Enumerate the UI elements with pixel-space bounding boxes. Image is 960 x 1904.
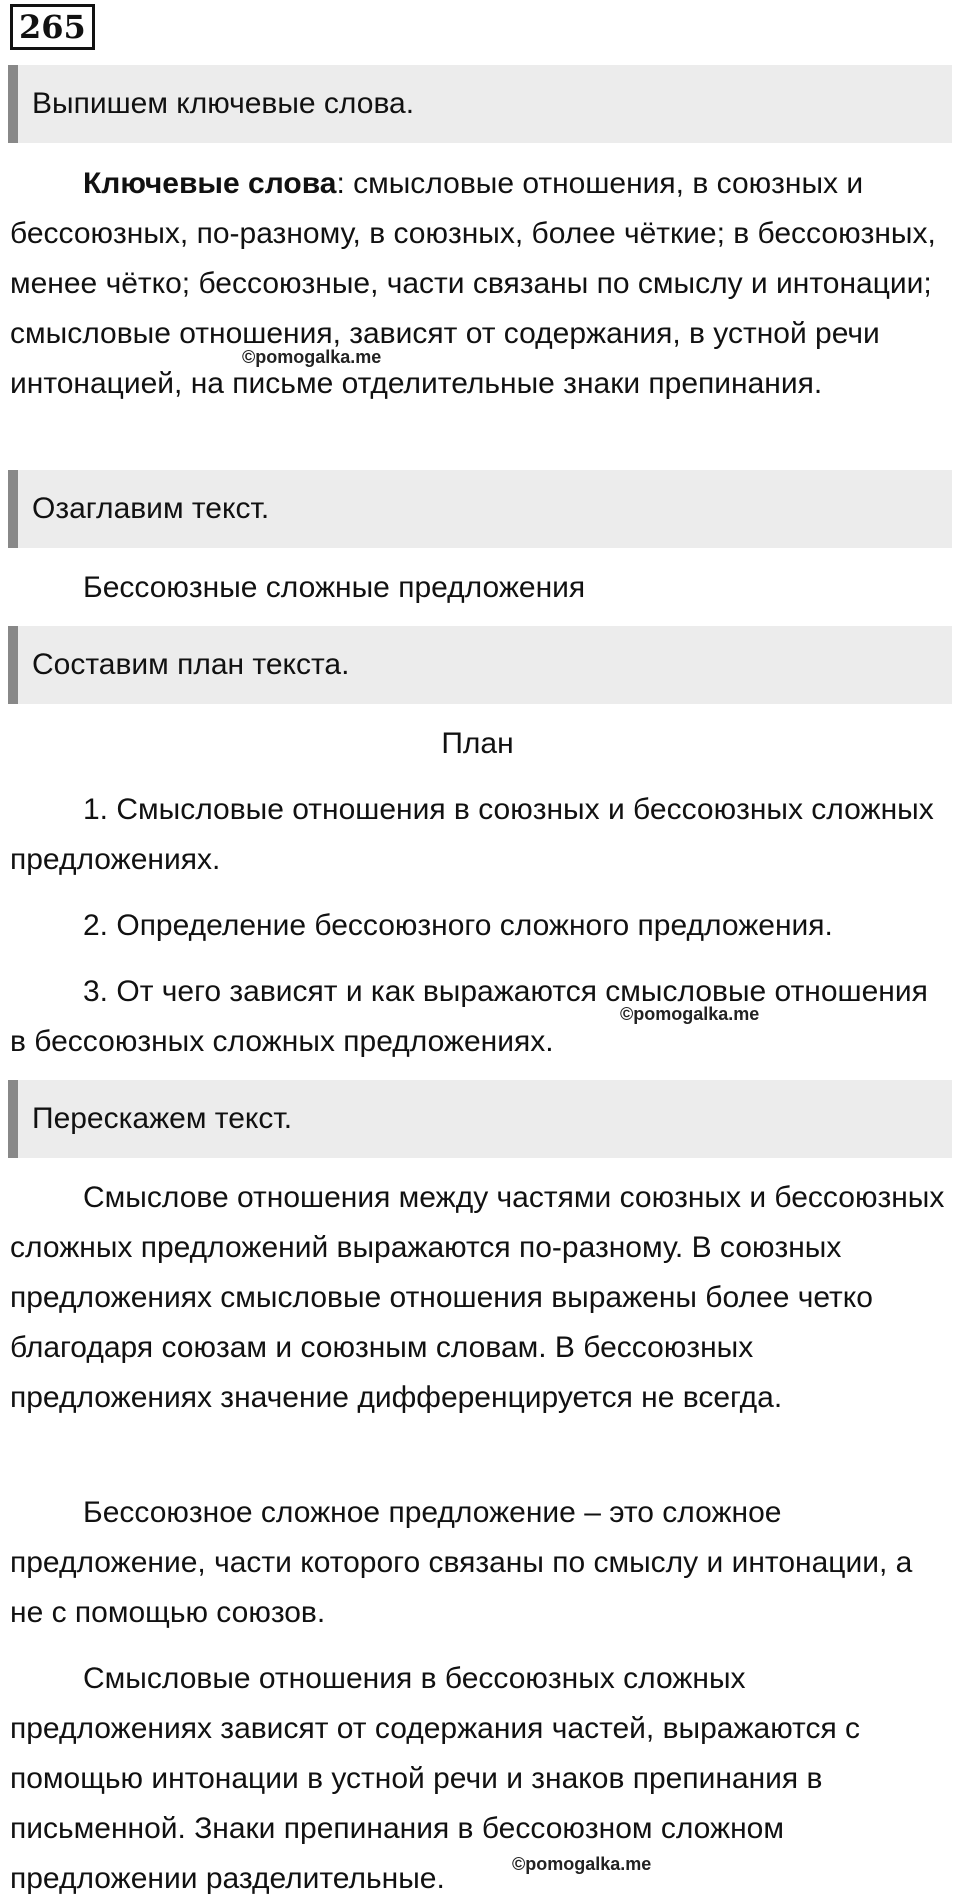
section-header-plan: Составим план текста. bbox=[8, 626, 952, 704]
section-header-keywords: Выпишем ключевые слова. bbox=[8, 65, 952, 143]
plan-item-2: 2. Определение бессоюзного сложного предложения. bbox=[83, 909, 833, 942]
watermark-3: ©pomogalka.me bbox=[512, 1854, 652, 1874]
section-header-title: Озаглавим текст. bbox=[8, 470, 952, 548]
task-number: 265 bbox=[10, 4, 95, 50]
watermark-1: ©pomogalka.me bbox=[242, 347, 382, 367]
plan-item-3: 3. От чего зависят и как выражаются смысловые отношения в бессоюзных сложных предложениях. bbox=[10, 975, 928, 1058]
keywords-paragraph bbox=[10, 159, 945, 409]
retell-paragraph-2: Бессоюзное сложное предложение – это сложное предложение, части которого связаны по смыслу и интонации, а не с помощью союзов. bbox=[10, 1496, 913, 1629]
retell-paragraph-1: Смыслове отношения между частями союзных и бессоюзных сложных предложений выражаются по-разному. В союзных предложениях смысловые отношения выражены более четко благодаря союзам и союзным словам. В бессоюзных предложениях значение дифференцируется не всегда. bbox=[10, 1181, 945, 1414]
title-text: Бессоюзные сложные предложения bbox=[83, 571, 586, 604]
retell-paragraph-3: Смысловые отношения в бессоюзных сложных предложениях зависят от содержания частей, выражаются с помощью интонации в устной речи и знаков препинания в письменной. Знаки препинания в бессоюзном сложном предложении разделительные. bbox=[10, 1662, 861, 1895]
keywords-label: Ключевые слова bbox=[83, 167, 337, 200]
plan-item-1: 1. Смысловые отношения в союзных и бессоюзных сложных предложениях. bbox=[10, 793, 934, 876]
plan-title: План bbox=[441, 727, 514, 760]
watermark-2: ©pomogalka.me bbox=[620, 1004, 760, 1024]
keywords-text: : смысловые отношения, в союзных и бессоюзных, по-разному, в союзных, более чёткие; в бессоюзных, менее чётко; бессоюзные, части связаны по смыслу и интонации; смысловые отношения, зависят от содержания, в устной речи интонацией, на письме отделительные знаки препинания. bbox=[10, 167, 936, 400]
section-header-retell: Перескажем текст. bbox=[8, 1080, 952, 1158]
